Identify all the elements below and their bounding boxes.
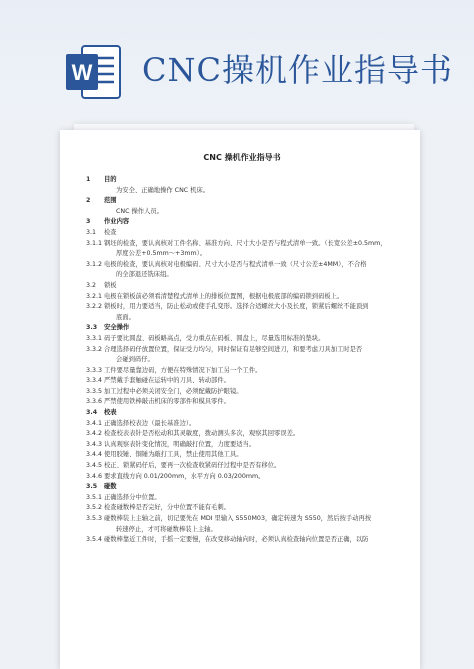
document-line bbox=[86, 196, 398, 207]
document-line bbox=[86, 186, 398, 197]
document-line bbox=[86, 270, 398, 281]
line-number: 3.5.1 bbox=[86, 493, 103, 501]
line-number: 3.4.4 bbox=[86, 451, 103, 459]
line-number bbox=[86, 313, 104, 324]
document-line bbox=[86, 419, 398, 430]
document-line bbox=[86, 525, 398, 536]
line-number: 3.3.4 bbox=[86, 377, 103, 385]
line-text: 校表 bbox=[104, 409, 117, 417]
document-line bbox=[86, 302, 398, 313]
line-text: 正确选择分中位置。 bbox=[104, 493, 161, 501]
document-line bbox=[86, 461, 398, 472]
document-line bbox=[86, 217, 398, 228]
line-text: 要求直线方向 0.01/200mm，水平方向 0.03/200mm。 bbox=[104, 472, 265, 480]
banner-title: CNC操机作业指导书 bbox=[142, 51, 453, 89]
line-number: 3.4.3 bbox=[86, 440, 103, 448]
line-number bbox=[86, 270, 104, 281]
line-text: 碰数 bbox=[104, 483, 117, 491]
document-line bbox=[86, 482, 398, 493]
document-line bbox=[86, 355, 398, 366]
line-text: 正确选择校表边（最长基准边）。 bbox=[104, 419, 196, 427]
document-line bbox=[86, 345, 398, 356]
document-line bbox=[86, 239, 398, 250]
document-body bbox=[86, 175, 398, 546]
line-text: 钢坯的检查，要认真核对工件名称、基准方向、尺寸大小是否与程式清单一致。（长宽公差±0.5mm， bbox=[104, 239, 387, 247]
line-number: 3.4.2 bbox=[86, 430, 103, 438]
line-number bbox=[86, 186, 104, 197]
line-text: 锁板 bbox=[104, 281, 117, 289]
line-number: 3.1 bbox=[86, 228, 97, 236]
document-line bbox=[86, 535, 398, 546]
line-number: 3.2.1 bbox=[86, 292, 103, 300]
line-number: 3.3.3 bbox=[86, 366, 103, 374]
document-line bbox=[86, 376, 398, 387]
line-text: 电极在锁板前必须看清楚程式清单上的排板位置图，根据电极底部的编码锁到码板上。 bbox=[104, 292, 344, 300]
line-number: 3.2.2 bbox=[86, 303, 103, 311]
line-number: 3.5.4 bbox=[86, 536, 103, 544]
line-text: 厚度公差+0.5mm～+3mm）。 bbox=[116, 250, 207, 258]
line-number bbox=[86, 355, 104, 366]
document-line bbox=[86, 323, 398, 334]
word-document-icon bbox=[64, 42, 124, 102]
line-text: 目的 bbox=[104, 176, 117, 183]
line-number: 3.5.3 bbox=[86, 515, 103, 522]
document-line bbox=[86, 408, 398, 419]
line-text: 安全操作 bbox=[104, 324, 130, 332]
line-text: 严禁使用铁棒敲击机床的零部件和模具零件。 bbox=[104, 398, 230, 406]
document-line bbox=[86, 334, 398, 345]
line-number: 1 bbox=[86, 176, 91, 183]
line-text: 底面。 bbox=[116, 313, 135, 321]
line-text: 为安全、正确地操作 CNC 机床。 bbox=[116, 186, 210, 194]
line-number: 3.3.1 bbox=[86, 334, 103, 342]
line-number: 3.2 bbox=[86, 281, 97, 289]
line-text: 锁板时，用力要适当，防止松动或使手孔变形。选择合适螺丝大小及长度，锁紧后螺丝不能顶到 bbox=[104, 303, 369, 311]
document-line bbox=[86, 228, 398, 239]
line-text: 碰数棒靠近工件时，手摇一定要慢，在改变移动轴向时，必须认真检查轴向位置是否正确，以防 bbox=[104, 536, 369, 544]
line-number: 3.5 bbox=[86, 483, 98, 491]
line-number: 3.4 bbox=[86, 409, 98, 417]
line-text: 严禁戴手套触碰在运转中的刀具、转动部件。 bbox=[104, 377, 230, 385]
line-number: 2 bbox=[86, 197, 91, 205]
document-title: CNC 操机作业指导书 bbox=[203, 153, 281, 162]
line-number: 3.3 bbox=[86, 324, 98, 332]
line-number: 3.3.5 bbox=[86, 387, 103, 395]
line-text: 电极的检查，要认真核对电极编码、尺寸大小是否与程式清单一致（尺寸公差±4MM），不合格 bbox=[104, 260, 367, 268]
line-text: 工件要尽量靠边码，方便在特殊情况下加工另一个工件。 bbox=[104, 366, 262, 374]
line-number: 3.4.1 bbox=[86, 419, 103, 427]
line-text: 转速停止，才可将碰数棒装上主轴。 bbox=[116, 525, 217, 533]
word-icon-letter: W bbox=[71, 60, 93, 85]
document-line bbox=[86, 207, 398, 218]
document-line bbox=[86, 514, 398, 525]
line-text: 认真观察表针变化情况，明确敲打位置，力度要适当。 bbox=[104, 440, 256, 448]
line-text: CNC 操作人员。 bbox=[116, 207, 163, 215]
line-number: 3.1.2 bbox=[86, 260, 103, 268]
document-line bbox=[86, 249, 398, 260]
line-number: 3.4.6 bbox=[86, 472, 103, 480]
document-line bbox=[86, 472, 398, 483]
line-text: 范围 bbox=[104, 197, 117, 205]
line-number: 3.3.6 bbox=[86, 398, 103, 406]
document-line bbox=[86, 292, 398, 303]
line-text: 加工过程中必须关闭安全门，必须配戴防护眼镜。 bbox=[104, 387, 243, 395]
document-line bbox=[86, 503, 398, 514]
document-line bbox=[86, 397, 398, 408]
line-text: 检查校表表针是否松动和其灵敏度，拨动测头多次，观察其回零误差。 bbox=[104, 430, 300, 438]
line-text: 的全部退还铣床组。 bbox=[116, 271, 173, 279]
document-page bbox=[60, 130, 420, 669]
document-line bbox=[86, 493, 398, 504]
line-number bbox=[86, 249, 104, 260]
line-number bbox=[86, 525, 104, 536]
document-line bbox=[86, 440, 398, 451]
line-text: 使用胶锤、铜锤为敲打工具，禁止使用其他工具。 bbox=[104, 451, 243, 459]
line-number bbox=[86, 207, 104, 218]
line-text: 作业内容 bbox=[104, 218, 130, 226]
line-text: 检查 bbox=[104, 228, 117, 236]
document-line bbox=[86, 313, 398, 324]
line-text: 校正、锁紧码仔后，要再一次检查收紧码仔过程中是否有移位。 bbox=[104, 462, 281, 470]
line-number: 3.3.2 bbox=[86, 345, 103, 353]
document-line bbox=[86, 281, 398, 292]
line-number: 3.1.1 bbox=[86, 239, 103, 247]
document-line bbox=[86, 387, 398, 398]
line-number: 3.4.5 bbox=[86, 462, 103, 470]
line-text: 码子要比圆盘、码板略高点，受力重点在码板、圆盘上，尽量选用标准的垫块。 bbox=[104, 334, 325, 342]
line-text: 碰数棒装上主轴之前，切记要先在 MDI 里输入 S550M03，确定转速为 S550，然后按手动再按 bbox=[104, 515, 372, 522]
document-line bbox=[86, 366, 398, 377]
document-line bbox=[86, 175, 398, 186]
header-band bbox=[0, 0, 474, 120]
line-text: 会碰到码仔。 bbox=[116, 356, 154, 364]
line-number: 3 bbox=[86, 218, 91, 226]
document-line bbox=[86, 450, 398, 461]
document-line bbox=[86, 429, 398, 440]
line-number: 3.5.2 bbox=[86, 504, 103, 512]
line-text: 合理选择码仔放置位置，保证受力均匀，同时保证有足够空间进刀，和要考虑刀具加工时是否 bbox=[104, 345, 363, 353]
line-text: 检查碰数棒是否完好，分中位置不能有毛刺。 bbox=[104, 504, 230, 512]
document-line bbox=[86, 260, 398, 271]
